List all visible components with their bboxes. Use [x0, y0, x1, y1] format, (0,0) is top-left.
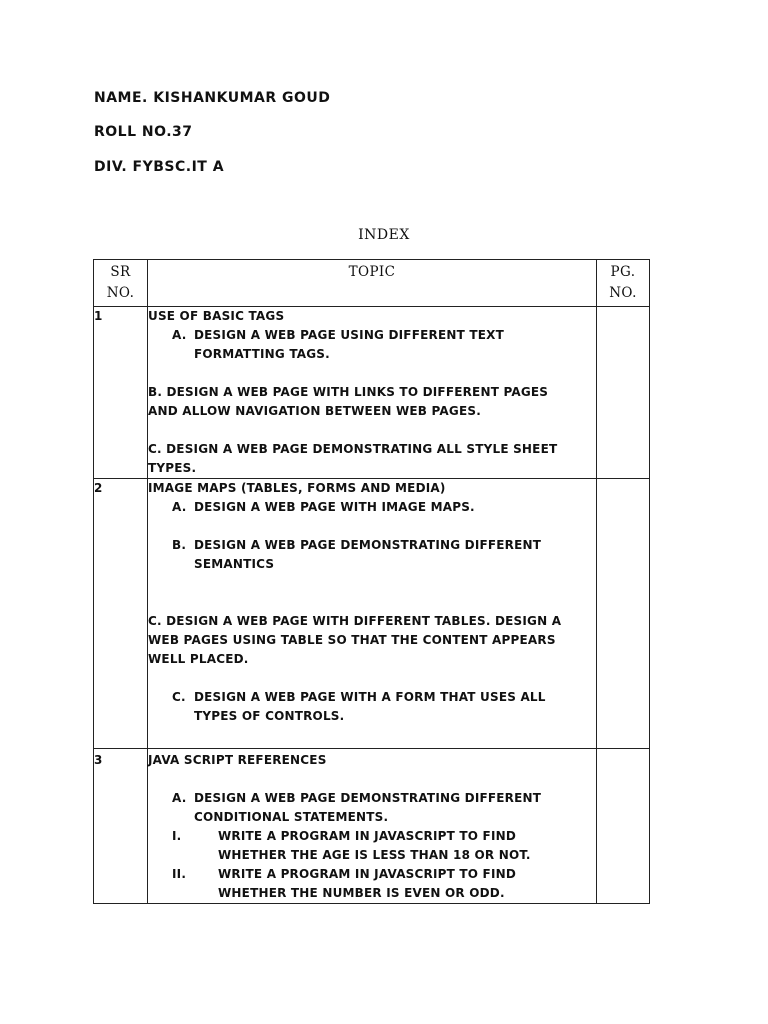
item-marker: A.	[172, 791, 187, 805]
list-item	[148, 865, 596, 903]
pg-cell	[597, 479, 650, 749]
item-marker: A.	[172, 328, 187, 342]
pg-header-line2: NO.	[609, 285, 637, 301]
item-text: WHETHER THE AGE IS LESS THAN 18 OR NOT.	[218, 848, 531, 862]
pg-cell	[597, 749, 650, 904]
item-text: C. DESIGN A WEB PAGE WITH DIFFERENT TABLES. DESIGN A	[148, 614, 562, 628]
list-item	[148, 536, 596, 574]
list-item	[148, 326, 596, 364]
student-name: NAME. KISHANKUMAR GOUD	[94, 90, 331, 106]
item-marker: II.	[172, 867, 187, 881]
item-text: WEB PAGES USING TABLE SO THAT THE CONTENT APPEARS	[148, 633, 556, 647]
list-item	[148, 498, 596, 517]
item-text: C. DESIGN A WEB PAGE DEMONSTRATING ALL STYLE SHEET	[148, 442, 558, 456]
table-row	[94, 479, 650, 749]
item-text: WELL PLACED.	[148, 652, 249, 666]
sr-header-line2: NO.	[106, 285, 135, 301]
table-header-row	[94, 260, 650, 307]
division: DIV. FYBSC.IT A	[94, 159, 225, 175]
item-text: DESIGN A WEB PAGE USING DIFFERENT TEXT	[194, 328, 504, 342]
topic-cell	[148, 307, 597, 479]
topic-header-text: TOPIC	[348, 264, 396, 280]
list-item	[148, 688, 596, 726]
index-title: INDEX	[358, 227, 410, 243]
item-marker: B.	[172, 538, 187, 552]
topic-heading: IMAGE MAPS (TABLES, FORMS AND MEDIA)	[148, 481, 446, 495]
topic-heading: USE OF BASIC TAGS	[148, 309, 285, 323]
topic-cell	[148, 479, 597, 749]
item-text: B. DESIGN A WEB PAGE WITH LINKS TO DIFFERENT PAGES	[148, 385, 549, 399]
table-row	[94, 307, 650, 479]
sr-cell: 3	[94, 749, 148, 904]
list-item	[148, 827, 596, 865]
item-text: SEMANTICS	[194, 557, 275, 571]
item-text: FORMATTING TAGS.	[194, 347, 330, 361]
item-text: AND ALLOW NAVIGATION BETWEEN WEB PAGES.	[148, 404, 481, 418]
topic-cell	[148, 749, 597, 904]
topic-heading: JAVA SCRIPT REFERENCES	[148, 753, 327, 767]
item-marker: A.	[172, 500, 187, 514]
sr-header-line1: SR	[110, 264, 131, 280]
item-marker: I.	[172, 829, 182, 843]
item-text: DESIGN A WEB PAGE WITH A FORM THAT USES ALL	[194, 690, 546, 704]
pg-cell	[597, 307, 650, 479]
roll-number: ROLL NO.37	[94, 124, 193, 140]
item-text: CONDITIONAL STATEMENTS.	[194, 810, 389, 824]
pg-no-header	[597, 260, 650, 307]
item-text: WRITE A PROGRAM IN JAVASCRIPT TO FIND	[218, 867, 517, 881]
item-text: WHETHER THE NUMBER IS EVEN OR ODD.	[218, 886, 505, 900]
sr-cell: 2	[94, 479, 148, 749]
topic-header	[148, 260, 597, 307]
item-text: DESIGN A WEB PAGE DEMONSTRATING DIFFERENT	[194, 538, 542, 552]
item-marker: C.	[172, 690, 186, 704]
list-item	[148, 789, 596, 827]
item-text: DESIGN A WEB PAGE DEMONSTRATING DIFFERENT	[194, 791, 542, 805]
item-text: DESIGN A WEB PAGE WITH IMAGE MAPS.	[194, 500, 475, 514]
table-row	[94, 749, 650, 904]
index-table	[93, 259, 650, 904]
item-text: WRITE A PROGRAM IN JAVASCRIPT TO FIND	[218, 829, 517, 843]
sr-no-header	[94, 260, 148, 307]
item-text: TYPES OF CONTROLS.	[194, 709, 345, 723]
pg-header-line1: PG.	[610, 264, 636, 280]
sr-cell: 1	[94, 307, 148, 479]
item-text: TYPES.	[148, 461, 197, 475]
